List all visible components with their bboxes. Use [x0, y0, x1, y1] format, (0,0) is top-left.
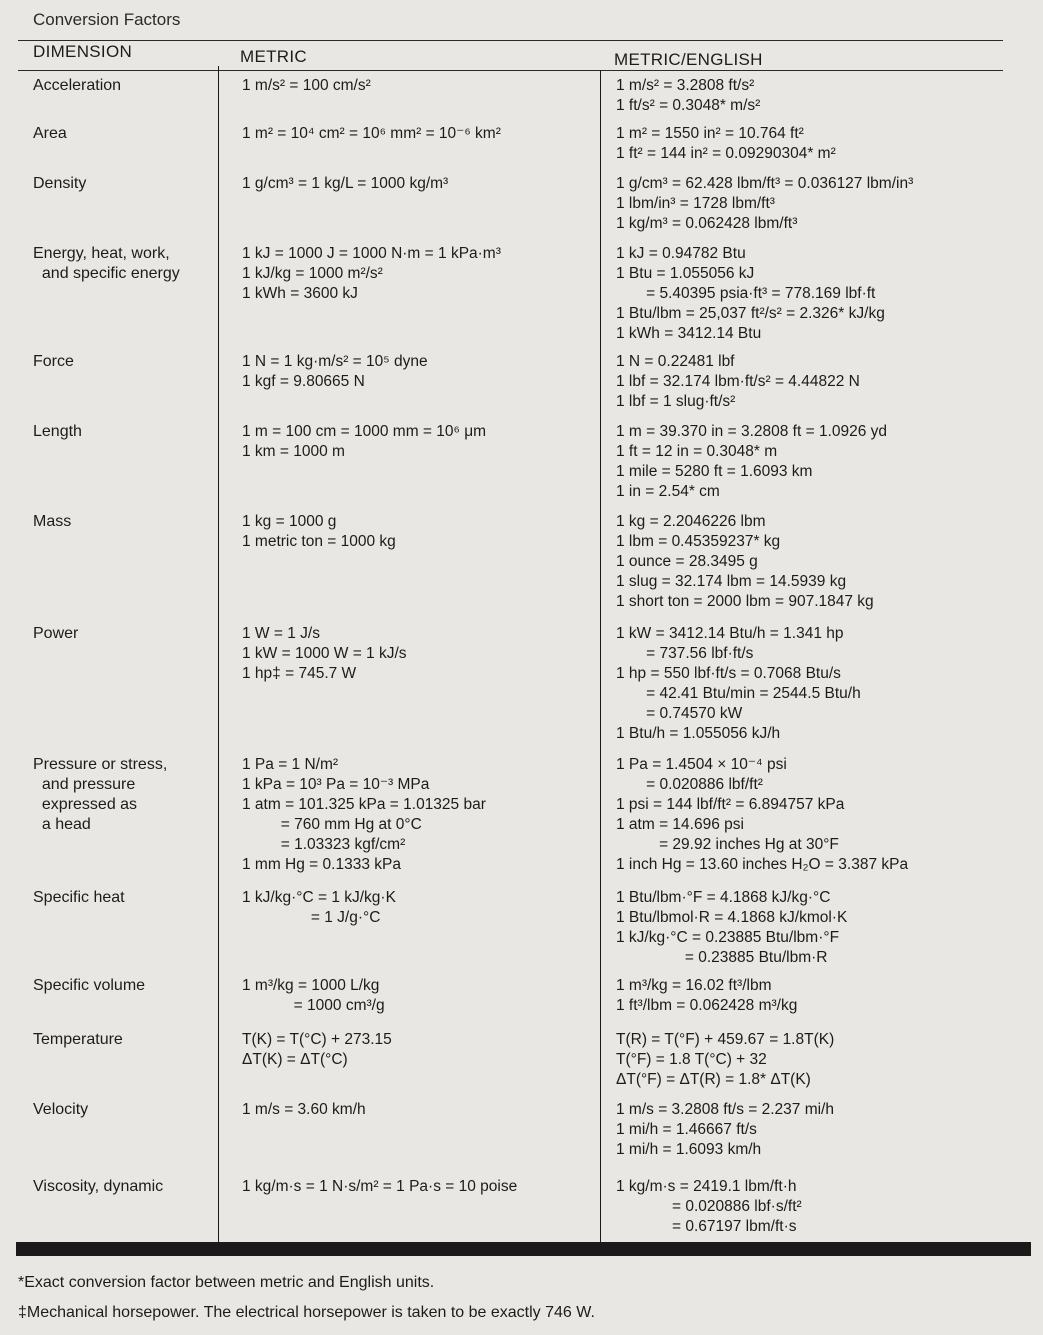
metric-english-cell-line: 1 short ton = 2000 lbm = 907.1847 kg: [616, 593, 874, 610]
metric-cell-line: 1 kgf = 9.80665 N: [242, 373, 365, 390]
metric-english-cell-line: 1 lbf = 32.174 lbm·ft/s² = 4.44822 N: [616, 373, 860, 390]
metric-english-cell-line: 1 lbm/in³ = 1728 lbm/ft³: [616, 195, 775, 212]
metric-english-cell-line: 1 m/s = 3.2808 ft/s = 2.237 mi/h: [616, 1101, 834, 1118]
dimension-cell-line: Density: [33, 175, 87, 192]
metric-english-cell-line: = 0.020886 lbf·s/ft²: [616, 1198, 802, 1215]
dimension-cell: [33, 1177, 163, 1197]
metric-english-cell-line: 1 kWh = 3412.14 Btu: [616, 325, 762, 342]
metric-english-cell-line: 1 hp = 550 lbf·ft/s = 0.7068 Btu/s: [616, 665, 841, 682]
metric-cell-line: = 1000 cm³/g: [242, 997, 385, 1014]
dimension-cell: [33, 174, 86, 194]
metric-cell-line: 1 kWh = 3600 kJ: [242, 285, 358, 302]
metric-cell-line: 1 m² = 10⁴ cm² = 10⁶ mm² = 10⁻⁶ km²: [242, 125, 501, 142]
metric-english-cell-line: 1 ft = 12 in = 0.3048* m: [616, 443, 778, 460]
metric-cell: [242, 512, 396, 552]
metric-english-cell-line: 1 slug = 32.174 lbm = 14.5939 kg: [616, 573, 847, 590]
metric-english-cell-line: 1 mile = 5280 ft = 1.6093 km: [616, 463, 813, 480]
metric-cell-line: ΔT(K) = ΔT(°C): [242, 1051, 348, 1068]
metric-english-cell-line: 1 ounce = 28.3495 g: [616, 553, 758, 570]
header-rule: [18, 70, 1003, 71]
metric-cell: [242, 76, 371, 96]
dimension-cell-line: and pressure: [33, 776, 136, 793]
metric-cell: [242, 124, 501, 144]
metric-cell: [242, 352, 428, 392]
metric-english-cell-line: 1 kg/m³ = 0.062428 lbm/ft³: [616, 215, 798, 232]
metric-cell-line: 1 kg/m·s = 1 N·s/m² = 1 Pa·s = 10 poise: [242, 1178, 518, 1195]
metric-cell: [242, 1030, 392, 1070]
metric-cell-line: 1 kW = 1000 W = 1 kJ/s: [242, 645, 407, 662]
metric-english-cell-line: 1 mi/h = 1.46667 ft/s: [616, 1121, 757, 1138]
dimension-cell-line: Mass: [33, 513, 72, 530]
metric-english-cell-line: 1 m = 39.370 in = 3.2808 ft = 1.0926 yd: [616, 423, 888, 440]
metric-cell-line: 1 atm = 101.325 kPa = 1.01325 bar: [242, 796, 486, 813]
dimension-cell: [33, 76, 121, 96]
metric-english-cell-line: T(°F) = 1.8 T(°C) + 32: [616, 1051, 767, 1068]
table-title: Conversion Factors: [33, 10, 181, 29]
metric-english-cell-line: 1 Btu = 1.055056 kJ: [616, 265, 755, 282]
dimension-cell-line: Length: [33, 423, 82, 440]
metric-english-cell-line: 1 Btu/lbmol·R = 4.1868 kJ/kmol·K: [616, 909, 848, 926]
column-divider-1: [218, 66, 219, 1246]
metric-cell-line: 1 kPa = 10³ Pa = 10⁻³ MPa: [242, 776, 430, 793]
dimension-cell: [33, 512, 71, 532]
table-bottom-bar: [16, 1242, 1031, 1256]
metric-cell-line: 1 kJ = 1000 J = 1000 N·m = 1 kPa·m³: [242, 245, 501, 262]
metric-cell-line: = 1.03323 kgf/cm²: [242, 836, 406, 853]
metric-english-cell-line: 1 kg/m·s = 2419.1 lbm/ft·h: [616, 1178, 797, 1195]
metric-english-cell-line: = 29.92 inches Hg at 30°F: [616, 836, 839, 853]
metric-cell-line: 1 W = 1 J/s: [242, 625, 320, 642]
dimension-cell: [33, 1030, 123, 1050]
metric-english-cell: [616, 352, 860, 412]
metric-english-cell-line: 1 m² = 1550 in² = 10.764 ft²: [616, 125, 804, 142]
metric-english-cell-line: 1 g/cm³ = 62.428 lbm/ft³ = 0.036127 lbm/in³: [616, 175, 914, 192]
metric-cell-line: 1 metric ton = 1000 kg: [242, 533, 396, 550]
metric-cell-line: 1 km = 1000 m: [242, 443, 345, 460]
metric-cell-line: 1 kJ/kg = 1000 m²/s²: [242, 265, 383, 282]
dimension-cell-line: Area: [33, 125, 67, 142]
metric-cell-line: 1 kJ/kg·°C = 1 kJ/kg·K: [242, 889, 396, 906]
metric-cell-line: 1 g/cm³ = 1 kg/L = 1000 kg/m³: [242, 175, 449, 192]
dimension-cell-line: Force: [33, 353, 74, 370]
metric-english-cell: [616, 1030, 834, 1090]
metric-english-cell: [616, 76, 760, 116]
dimension-cell-line: Power: [33, 625, 79, 642]
metric-english-cell-line: 1 mi/h = 1.6093 km/h: [616, 1141, 762, 1158]
metric-english-cell-line: = 0.67197 lbm/ft·s: [616, 1218, 797, 1235]
metric-cell-line: 1 m/s² = 100 cm/s²: [242, 77, 371, 94]
dimension-cell-line: Temperature: [33, 1031, 123, 1048]
metric-english-cell-line: = 5.40395 psia·ft³ = 778.169 lbf·ft: [616, 285, 876, 302]
footnote-exact: *Exact conversion factor between metric and English units.: [18, 1274, 435, 1291]
dimension-cell-line: a head: [33, 816, 91, 833]
metric-cell: [242, 1100, 366, 1120]
header-metric-english: METRIC/ENGLISH: [614, 50, 763, 69]
metric-cell-line: 1 m = 100 cm = 1000 mm = 10⁶ μm: [242, 423, 487, 440]
metric-cell-line: 1 Pa = 1 N/m²: [242, 756, 339, 773]
metric-english-cell-line: 1 kg = 2.2046226 lbm: [616, 513, 766, 530]
column-divider-2: [600, 70, 601, 1246]
metric-cell: [242, 755, 486, 875]
dimension-cell-line: Acceleration: [33, 77, 122, 94]
dimension-cell: [33, 755, 167, 835]
dimension-cell-line: Velocity: [33, 1101, 89, 1118]
metric-cell-line: 1 m/s = 3.60 km/h: [242, 1101, 366, 1118]
metric-english-cell-line: 1 psi = 144 lbf/ft² = 6.894757 kPa: [616, 796, 845, 813]
dimension-cell: [33, 244, 180, 284]
metric-cell: [242, 422, 486, 462]
metric-english-cell: [616, 755, 908, 875]
metric-cell: [242, 174, 448, 194]
metric-cell: [242, 976, 385, 1016]
metric-english-cell-line: 1 Btu/h = 1.055056 kJ/h: [616, 725, 781, 742]
metric-cell: [242, 888, 396, 928]
metric-cell-line: 1 kg = 1000 g: [242, 513, 337, 530]
metric-english-cell-line: 1 ft² = 144 in² = 0.09290304* m²: [616, 145, 836, 162]
metric-english-cell-line: 1 kJ/kg·°C = 0.23885 Btu/lbm·°F: [616, 929, 840, 946]
metric-english-cell-line: = 0.74570 kW: [616, 705, 743, 722]
dimension-cell: [33, 124, 67, 144]
dimension-cell-line: Specific heat: [33, 889, 125, 906]
table-header: [0, 38, 1043, 72]
metric-english-cell-line: = 0.020886 lbf/ft²: [616, 776, 763, 793]
metric-english-cell: [616, 244, 885, 344]
metric-english-cell-line: 1 ft³/lbm = 0.062428 m³/kg: [616, 997, 798, 1014]
metric-english-cell-line: = 42.41 Btu/min = 2544.5 Btu/h: [616, 685, 861, 702]
metric-english-cell: [616, 124, 836, 164]
metric-english-cell-line: = 0.23885 Btu/lbm·R: [616, 949, 828, 966]
metric-english-cell-line: 1 inch Hg = 13.60 inches H₂O = 3.387 kPa: [616, 856, 909, 873]
metric-cell-line: 1 m³/kg = 1000 L/kg: [242, 977, 380, 994]
metric-cell: [242, 624, 407, 684]
dimension-cell: [33, 422, 82, 442]
metric-english-cell-line: 1 atm = 14.696 psi: [616, 816, 744, 833]
metric-cell-line: = 760 mm Hg at 0°C: [242, 816, 422, 833]
metric-english-cell-line: = 737.56 lbf·ft/s: [616, 645, 754, 662]
metric-cell-line: T(K) = T(°C) + 273.15: [242, 1031, 392, 1048]
metric-english-cell: [616, 888, 847, 968]
dimension-cell-line: Energy, heat, work,: [33, 245, 170, 262]
metric-english-cell-line: 1 lbf = 1 slug·ft/s²: [616, 393, 736, 410]
metric-english-cell-line: 1 kJ = 0.94782 Btu: [616, 245, 746, 262]
metric-cell-line: 1 mm Hg = 0.1333 kPa: [242, 856, 401, 873]
dimension-cell: [33, 352, 74, 372]
dimension-cell-line: expressed as: [33, 796, 138, 813]
metric-english-cell-line: 1 Btu/lbm·°F = 4.1868 kJ/kg·°C: [616, 889, 831, 906]
metric-english-cell: [616, 624, 861, 744]
dimension-cell-line: Pressure or stress,: [33, 756, 168, 773]
metric-english-cell: [616, 976, 797, 1016]
metric-cell-line: 1 hp‡ = 745.7 W: [242, 665, 357, 682]
header-metric: METRIC: [240, 47, 307, 66]
metric-english-cell-line: 1 lbm = 0.45359237* kg: [616, 533, 781, 550]
dimension-cell: [33, 1100, 88, 1120]
metric-english-cell-line: 1 kW = 3412.14 Btu/h = 1.341 hp: [616, 625, 844, 642]
metric-english-cell: [616, 1100, 834, 1160]
metric-english-cell: [616, 512, 874, 612]
dimension-cell: [33, 624, 78, 644]
dimension-cell: [33, 888, 125, 908]
metric-cell: [242, 1177, 517, 1197]
header-dimension: DIMENSION: [33, 42, 133, 61]
metric-cell-line: = 1 J/g·°C: [242, 909, 381, 926]
metric-cell: [242, 244, 501, 304]
metric-english-cell-line: 1 in = 2.54* cm: [616, 483, 720, 500]
metric-english-cell-line: 1 N = 0.22481 lbf: [616, 353, 735, 370]
metric-english-cell-line: 1 ft/s² = 0.3048* m/s²: [616, 97, 761, 114]
metric-cell-line: 1 N = 1 kg·m/s² = 10⁵ dyne: [242, 353, 428, 370]
footnote-horsepower: ‡Mechanical horsepower. The electrical horsepower is taken to be exactly 746 W.: [18, 1304, 595, 1321]
dimension-cell-line: and specific energy: [33, 265, 180, 282]
metric-english-cell: [616, 1177, 802, 1237]
dimension-cell-line: Viscosity, dynamic: [33, 1178, 164, 1195]
metric-english-cell: [616, 174, 913, 234]
metric-english-cell-line: ΔT(°F) = ΔT(R) = 1.8* ΔT(K): [616, 1071, 811, 1088]
metric-english-cell-line: T(R) = T(°F) + 459.67 = 1.8T(K): [616, 1031, 835, 1048]
metric-english-cell-line: 1 m/s² = 3.2808 ft/s²: [616, 77, 755, 94]
metric-english-cell-line: 1 Btu/lbm = 25,037 ft²/s² = 2.326* kJ/kg: [616, 305, 885, 322]
dimension-cell-line: Specific volume: [33, 977, 146, 994]
metric-english-cell-line: 1 m³/kg = 16.02 ft³/lbm: [616, 977, 772, 994]
dimension-cell: [33, 976, 145, 996]
metric-english-cell: [616, 422, 887, 502]
metric-english-cell-line: 1 Pa = 1.4504 × 10⁻⁴ psi: [616, 756, 787, 773]
